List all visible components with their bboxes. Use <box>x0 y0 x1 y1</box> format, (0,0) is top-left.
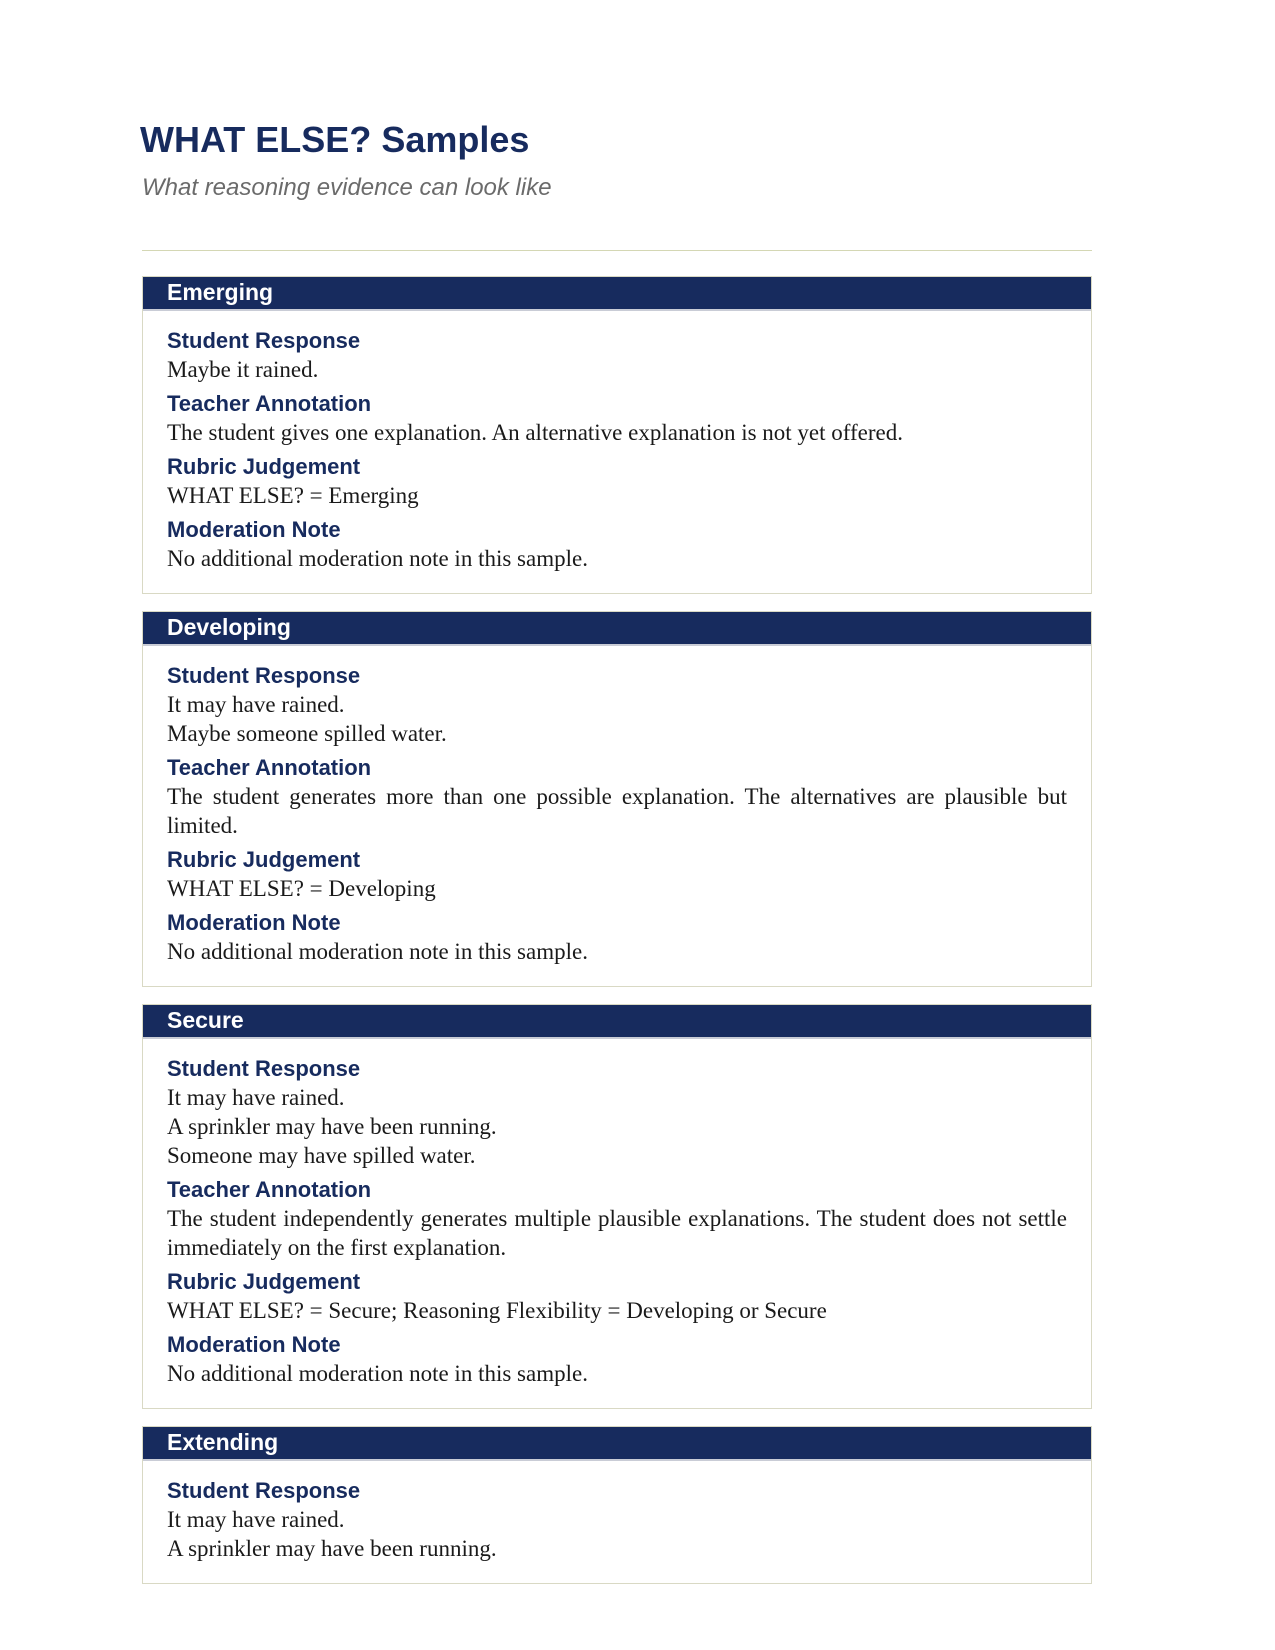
page-title: WHAT ELSE? Samples <box>140 119 530 160</box>
moderation-note-text: No additional moderation note in this sample. <box>167 1361 588 1386</box>
rubric-judgement-label: Rubric Judgement <box>167 454 361 479</box>
student-response-text <box>167 1083 1067 1170</box>
teacher-annotation-label: Teacher Annotation <box>167 755 372 780</box>
response-line: Maybe it rained. <box>167 357 319 382</box>
moderation-note-text: No additional moderation note in this sample. <box>167 939 588 964</box>
student-response-text <box>167 690 1067 748</box>
section-header: Secure <box>143 1005 1091 1039</box>
rubric-judgement-label: Rubric Judgement <box>167 1269 361 1294</box>
response-line: It may have rained. <box>167 1085 345 1110</box>
response-line: It may have rained. <box>167 692 345 717</box>
section-developing <box>142 611 1092 987</box>
response-line: Maybe someone spilled water. <box>167 721 447 746</box>
moderation-note-label: Moderation Note <box>167 1332 341 1357</box>
teacher-annotation-text: The student gives one explanation. An alternative explanation is not yet offered. <box>167 420 903 445</box>
teacher-annotation-label: Teacher Annotation <box>167 391 372 416</box>
section-body <box>143 1461 1091 1583</box>
teacher-annotation-label: Teacher Annotation <box>167 1177 372 1202</box>
page-subtitle: What reasoning evidence can look like <box>142 174 552 201</box>
moderation-note-text: No additional moderation note in this sample. <box>167 546 588 571</box>
teacher-annotation-text: The student independently generates multiple plausible explanations. The student does not settle immediately on the first explanation. <box>167 1206 1067 1260</box>
title-divider <box>142 250 1092 251</box>
rubric-judgement-label: Rubric Judgement <box>167 847 361 872</box>
rubric-judgement-text: WHAT ELSE? = Secure; Reasoning Flexibility = Developing or Secure <box>167 1298 827 1323</box>
section-header: Developing <box>143 612 1091 646</box>
sample-sections <box>142 276 1092 1601</box>
section-body <box>143 311 1091 593</box>
response-line: A sprinkler may have been running. <box>167 1114 497 1139</box>
section-body <box>143 646 1091 986</box>
student-response-text <box>167 355 1067 384</box>
section-emerging <box>142 276 1092 594</box>
moderation-note-label: Moderation Note <box>167 517 341 542</box>
student-response-label: Student Response <box>167 1056 361 1081</box>
student-response-text <box>167 1505 1067 1563</box>
response-line: It may have rained. <box>167 1507 345 1532</box>
rubric-judgement-text: WHAT ELSE? = Emerging <box>167 483 419 508</box>
section-extending <box>142 1426 1092 1584</box>
moderation-note-label: Moderation Note <box>167 910 341 935</box>
section-header: Extending <box>143 1427 1091 1461</box>
student-response-label: Student Response <box>167 1478 361 1503</box>
response-line: Someone may have spilled water. <box>167 1143 476 1168</box>
teacher-annotation-text: The student generates more than one possible explanation. The alternatives are plausible but limited. <box>167 784 1067 838</box>
student-response-label: Student Response <box>167 328 361 353</box>
student-response-label: Student Response <box>167 663 361 688</box>
section-body <box>143 1039 1091 1408</box>
section-header: Emerging <box>143 277 1091 311</box>
rubric-judgement-text: WHAT ELSE? = Developing <box>167 876 436 901</box>
response-line: A sprinkler may have been running. <box>167 1536 497 1561</box>
section-secure <box>142 1004 1092 1409</box>
